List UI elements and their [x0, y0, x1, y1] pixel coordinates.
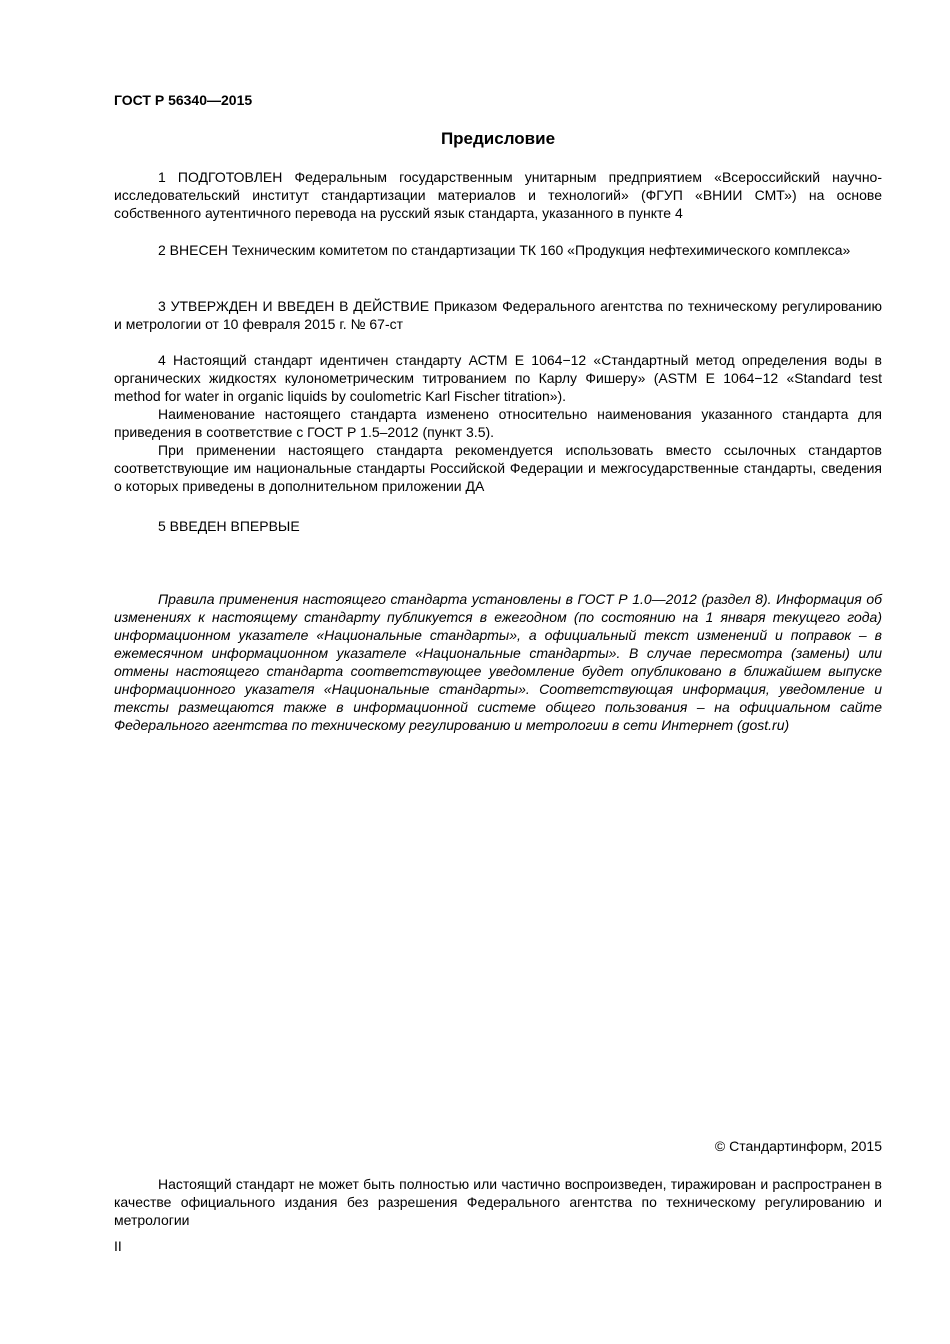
section-2-text: 2 ВНЕСЕН Техническим комитетом по стандартизации ТК 160 «Продукция нефтехимического комплекса» [158, 242, 851, 258]
application-rules-note [114, 590, 882, 734]
document-page [114, 0, 882, 1344]
section-1-text: 1 ПОДГОТОВЛЕН Федеральным государственным унитарным предприятием «Всероссийский научно-исследовательский институт стандартизации материалов и технологий» (ФГУП «ВНИИ СМТ») на основе собственного аутентичного перевода на русский язык стандарта, указанного в пункте 4 [114, 169, 882, 221]
page-title: Предисловие [440, 129, 556, 148]
application-rules-text: Правила применения настоящего стандарта установлены в ГОСТ Р 1.0—2012 (раздел 8). Информация об изменениях к настоящему стандарту публикуется в ежегодном (по состоянию на 1 января текущего года) информационном указателе «Национальные стандарты», а официальный текст изменений и поправок – в ежемесячном информационном указателе «Национальные стандарты». В случае пересмотра (замены) или отмены настоящего стандарта соответствующее уведомление будет опубликовано в ближайшем выпуске информационного указателя «Национальные стандарты». Соответствующая информация, уведомление и тексты размещаются также в информационной системе общего пользования – на официальном сайте Федерального агентства по техническому регулированию и метрологии в сети Интернет (gost.ru) [114, 591, 882, 733]
section-4-references-note: При применении настоящего стандарта рекомендуется использовать вместо ссылочных стандартов соответствующие им национальные стандарты Российской Федерации и межгосударственные стандарты, сведения о которых приведены в дополнительном приложении ДА [114, 442, 882, 494]
section-4-title-note: Наименование настоящего стандарта изменено относительно наименования указанного стандарта для приведения в соответствие с ГОСТ Р 1.5–2012 (пункт 3.5). [114, 406, 882, 440]
copyright: © Стандартинформ, 2015 [714, 1138, 882, 1154]
section-4 [114, 351, 882, 495]
section-4-text: 4 Настоящий стандарт идентичен стандарту АСТМ Е 1064−12 «Стандартный метод определения воды в органических жидкостях кулонометрическим титрованием по Карлу Фишеру» (ASTM E 1064−12 «Standard test method for water in organic liquids by coulometric Karl Fischer titration»). [114, 352, 882, 404]
document-number: ГОСТ Р 56340—2015 [114, 92, 253, 108]
page-number: II [114, 1238, 122, 1254]
section-5-text: 5 ВВЕДЕН ВПЕРВЫЕ [158, 518, 300, 534]
section-5 [114, 517, 882, 535]
reproduction-notice [114, 1175, 882, 1229]
section-1 [114, 168, 882, 222]
section-3-text: 3 УТВЕРЖДЕН И ВВЕДЕН В ДЕЙСТВИЕ Приказом Федерального агентства по техническому регулированию и метрологии от 10 февраля 2015 г. № 67-ст [114, 298, 882, 332]
section-3 [114, 297, 882, 333]
section-2 [114, 241, 882, 259]
reproduction-notice-text: Настоящий стандарт не может быть полностью или частично воспроизведен, тиражирован и распространен в качестве официального издания без разрешения Федерального агентства по техническому регулированию и метрологии [114, 1176, 882, 1228]
